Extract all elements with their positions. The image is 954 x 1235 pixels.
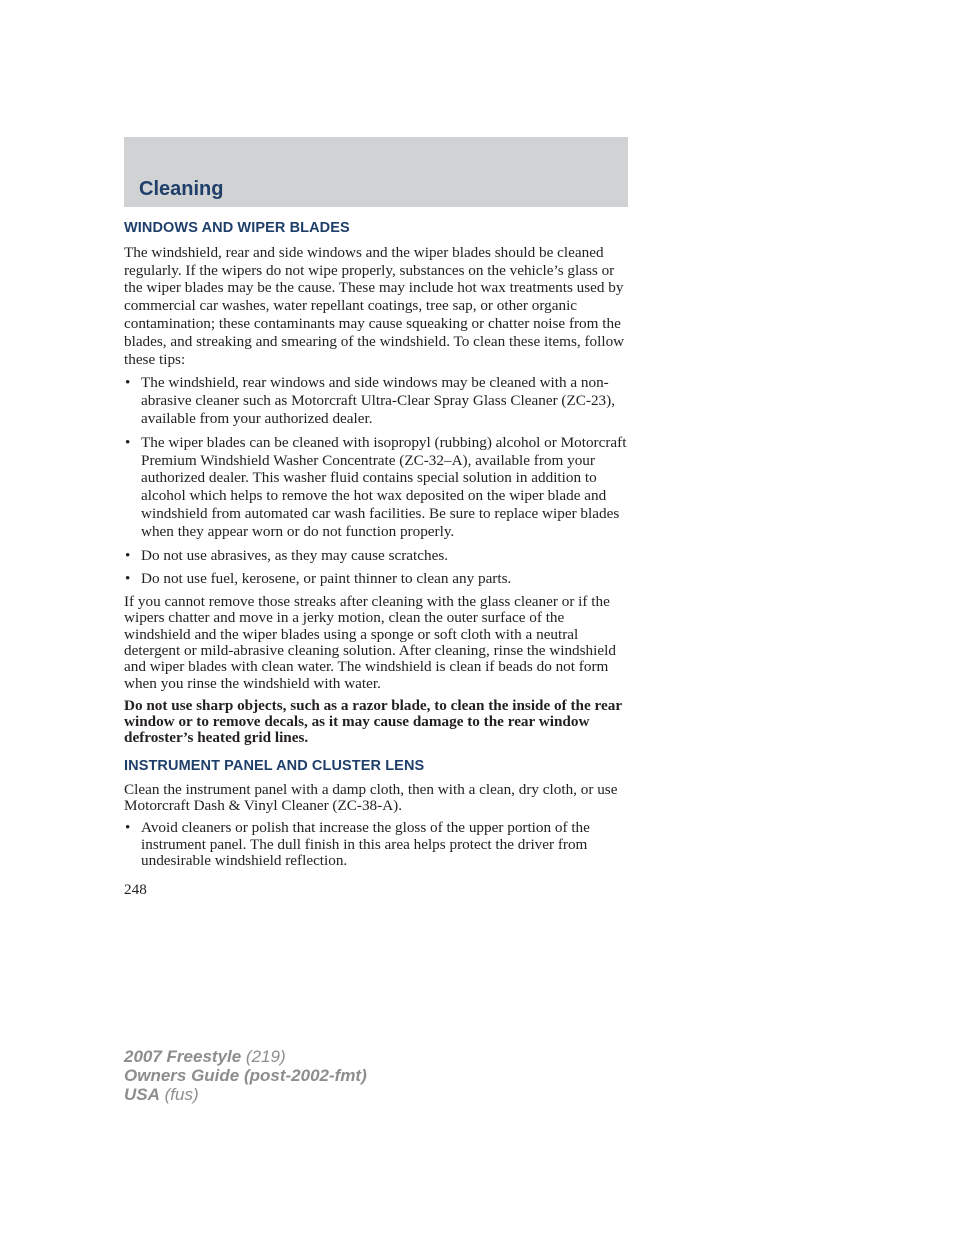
page-number: 248 [124, 881, 147, 899]
windows-intro-paragraph: The windshield, rear and side windows and the wiper blades should be cleaned regularly. If the wipers do not wipe properly, substances on the vehicle’s glass or the wiper blades may be the cause. These may include hot wax treatments used by commercial car washes, water repellant coatings, tree sap, or other organic contamination; these contaminants may cause squeaking or chatter noise from the blades, and streaking and smearing of the windshield. To clean these items, follow these tips: [124, 243, 625, 368]
footer-line-guide [124, 1066, 367, 1085]
list-item: • Do not use abrasives, as they may cause scratches. [124, 547, 630, 565]
list-item: • Do not use fuel, kerosene, or paint thinner to clean any parts. [124, 570, 630, 588]
footer-model-code: (219) [241, 1047, 286, 1066]
footer-model: 2007 Freestyle [124, 1047, 242, 1066]
document-footer [124, 1047, 367, 1104]
windows-tips-list [124, 374, 630, 588]
windows-followup-paragraph: If you cannot remove those streaks after cleaning with the glass cleaner or if the wipers chatter and move in a jerky motion, clean the outer surface of the windshield and the wiper blades using a sponge or soft cloth with a neutral detergent or mild-abrasive cleaning solution. After cleaning, rinse the windshield and wiper blades with clean water. The windshield is clean if beads do not form when you rinse the windshield with water. [124, 593, 616, 692]
footer-line-region [124, 1085, 367, 1104]
list-item: • The wiper blades can be cleaned with isopropyl (rubbing) alcohol or Motorcraft Premium Windshield Washer Concentrate (ZC-32–A), available from your authorized dealer. This washer fluid contains special solution in addition to alcohol which helps to remove the hot wax deposited on the wiper blade and windshield from automated car wash facilities. Be sure to replace wiper blades when they appear worn or do not function properly. [124, 434, 630, 541]
page-content [124, 220, 630, 899]
footer-region: USA [124, 1085, 160, 1104]
list-item: • Avoid cleaners or polish that increase the gloss of the upper portion of the instrument panel. The dull finish in this area helps protect the driver from undesirable windshield reflection. [124, 820, 630, 869]
section-heading-windows: WINDOWS AND WIPER BLADES [124, 220, 350, 236]
instrument-panel-intro-paragraph: Clean the instrument panel with a damp cloth, then with a clean, dry cloth, or use Motorcraft Dash & Vinyl Cleaner (ZC-38-A). [124, 780, 618, 815]
instrument-panel-tips-list [124, 820, 630, 869]
chapter-header-band [124, 137, 628, 207]
footer-region-code: (fus) [159, 1085, 199, 1104]
section-heading-instrument-panel: INSTRUMENT PANEL AND CLUSTER LENS [124, 757, 425, 774]
warning-text: Do not use sharp objects, such as a razor blade, to clean the inside of the rear window or to remove decals, as it may cause damage to the rear window defroster’s heated grid lines. [124, 696, 622, 746]
footer-line-model [124, 1047, 367, 1066]
list-item: • The windshield, rear windows and side windows may be cleaned with a non-abrasive cleaner such as Motorcraft Ultra-Clear Spray Glass Cleaner (ZC-23), available from your authorized dealer. [124, 374, 630, 427]
chapter-title: Cleaning [139, 178, 224, 200]
footer-guide: Owners Guide (post-2002-fmt) [124, 1066, 367, 1085]
